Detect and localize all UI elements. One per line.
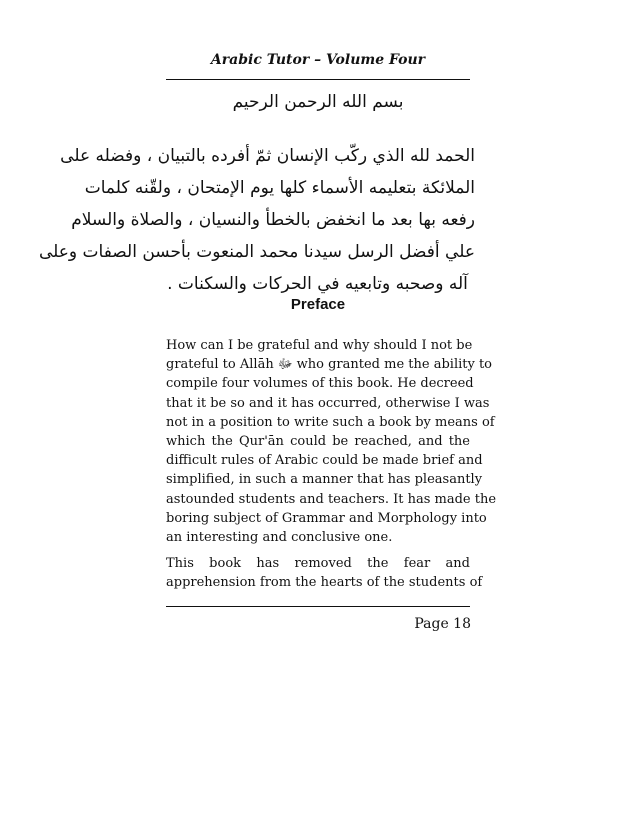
preface-paragraph-2: [166, 554, 483, 592]
text-line: astounded students and teachers. It has made the: [166, 491, 497, 507]
page-number: Page 18: [414, 616, 471, 632]
text-line: which the Qur'ān could be reached, and the: [166, 434, 470, 450]
text-line: difficult rules of Arabic could be made brief and: [166, 453, 483, 469]
footer-rule: [166, 606, 470, 607]
arabic-line: رفعه بها بعد ما انخفض بالخطأ والنسيان ، والصلاة والسلام: [71, 210, 475, 230]
text-line: grateful to Allāh ﷻ who granted me the ability to: [166, 357, 493, 373]
text-line: simplified, in such a manner that has pleasantly: [166, 472, 483, 488]
running-header: Arabic Tutor – Volume Four: [210, 52, 426, 68]
header-rule: [166, 79, 470, 80]
arabic-line: آله وصحبه وتابعيه في الحركات والسكنات .: [167, 274, 468, 294]
section-title: Preface: [290, 296, 346, 313]
arabic-invocation: [38, 140, 475, 300]
arabic-line: الحمد لله الذي ركّب الإنسان ثمّ أفرده بالتبيان ، وفضله على: [60, 146, 475, 166]
text-line: not in a position to write such a book by means of: [166, 414, 495, 430]
text-line: that it be so and it has occurred, otherwise I was: [166, 395, 490, 411]
basmala: بسم الله الرحمن الرحيم: [232, 92, 404, 112]
text-line: compile four volumes of this book. He decreed: [166, 376, 474, 392]
text-line: an interesting and conclusive one.: [166, 530, 393, 546]
text-line: This book has removed the fear and: [166, 556, 470, 571]
arabic-line: الملائكة بتعليمه الأسماء كلها يوم الإمتحان ، ولقّنه كلمات: [84, 178, 475, 198]
text-line: boring subject of Grammar and Morphology into: [166, 510, 487, 526]
text-line: How can I be grateful and why should I not be: [166, 338, 473, 353]
text-line: apprehension from the hearts of the students of: [166, 575, 483, 591]
preface-paragraph-1: [166, 336, 497, 547]
arabic-line: علي أفضل الرسل سيدنا محمد المنعوت بأحسن الصفات وعلى: [38, 242, 475, 262]
